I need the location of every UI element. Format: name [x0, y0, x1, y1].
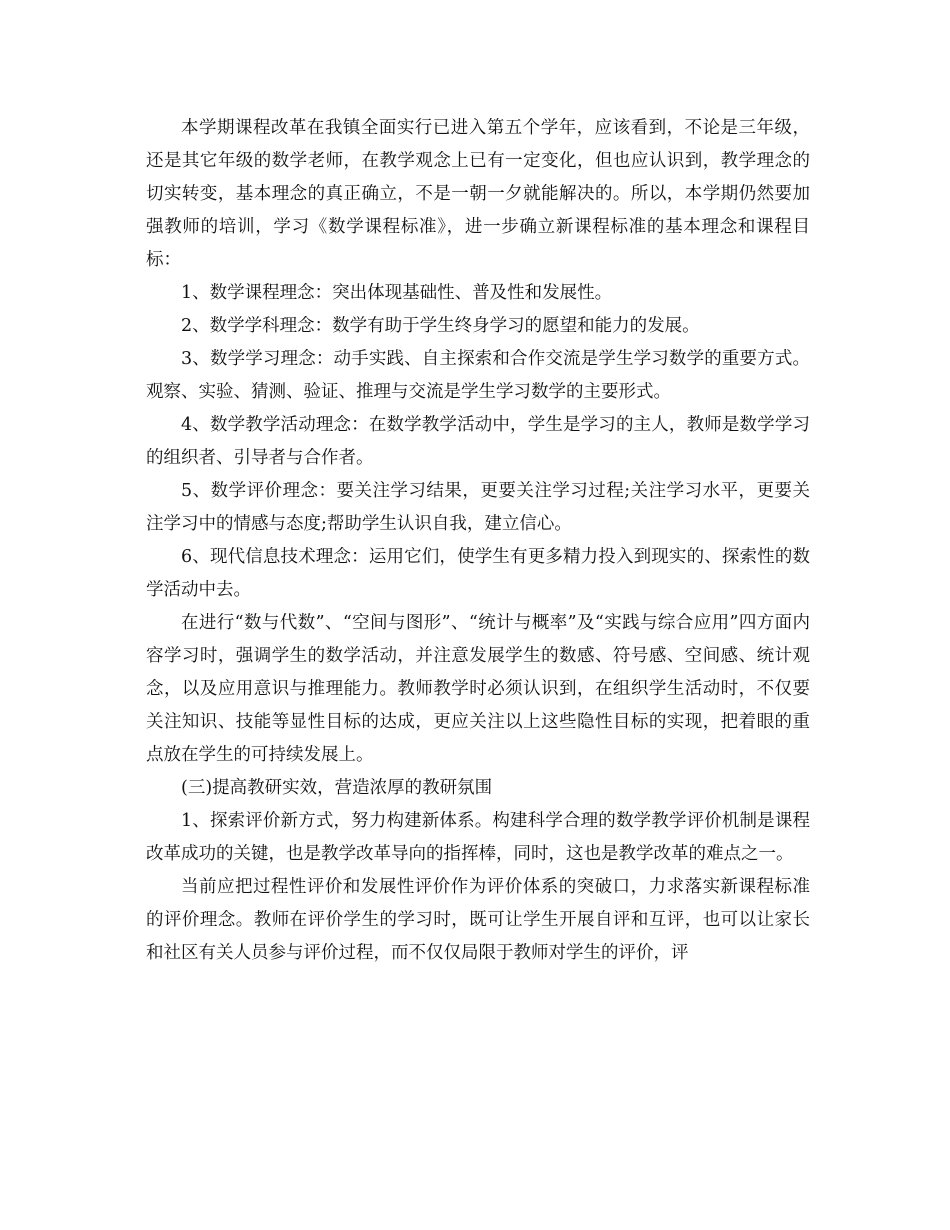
paragraph-item-3: 3、数学学习理念：动手实践、自主探索和合作交流是学生学习数学的重要方式。观察、实验、猜测、验证、推理与交流是学生学习数学的主要形式。 [146, 349, 810, 402]
paragraph-item-5: 5、数学评价理念：要关注学习结果，更要关注学习过程;关注学习水平，更要关注学习中的情感与态度;帮助学生认识自我，建立信心。 [146, 481, 810, 534]
paragraph-item-1: 1、数学课程理念：突出体现基础性、普及性和发展性。 [181, 283, 613, 303]
paragraph-evaluation-current: 当前应把过程性评价和发展性评价作为评价体系的突破口，力求落实新课程标准的评价理念。教师在评价学生的学习时，既可让学生开展自评和互评，也可以让家长和社区有关人员参与评价过程，而不仅仅局限于教师对学生的评价，评 [146, 877, 810, 963]
section-heading: (三)提高教研实效，营造浓厚的教研氛围 [181, 778, 493, 798]
paragraph-item-6: 6、现代信息技术理念：运用它们，使学生有更多精力投入到现实的、探索性的数学活动中去。 [146, 547, 810, 600]
paragraph-item-2: 2、数学学科理念：数学有助于学生终身学习的愿望和能力的发展。 [181, 316, 700, 336]
document-body [146, 112, 810, 970]
paragraph-content-areas: 在进行“数与代数”、“空间与图形”、“统计与概率”及“实践与综合应用”四方面内容学习时，强调学生的数学活动，并注意发展学生的数感、符号感、空间感、统计观念，以及应用意识与推理能力。教师教学时必须认识到，在组织学生活动时，不仅要关注知识、技能等显性目标的达成，更应关注以上这些隐性目标的实现，把着眼的重点放在学生的可持续发展上。 [146, 613, 810, 765]
paragraph-evaluation-1: 1、探索评价新方式，努力构建新体系。构建科学合理的数学教学评价机制是课程改革成功的关键，也是教学改革导向的指挥棒，同时，这也是教学改革的难点之一。 [146, 811, 810, 864]
paragraph-item-4: 4、数学教学活动理念：在数学教学活动中，学生是学习的主人，教师是数学学习的组织者、引导者与合作者。 [146, 415, 810, 468]
paragraph-intro: 本学期课程改革在我镇全面实行已进入第五个学年，应该看到，不论是三年级，还是其它年级的数学老师，在教学观念上已有一定变化，但也应认识到，教学理念的切实转变，基本理念的真正确立，不是一朝一夕就能解决的。所以，本学期仍然要加强教师的培训，学习《数学课程标准》，进一步确立新课程标准的基本理念和课程目标： [146, 118, 810, 270]
